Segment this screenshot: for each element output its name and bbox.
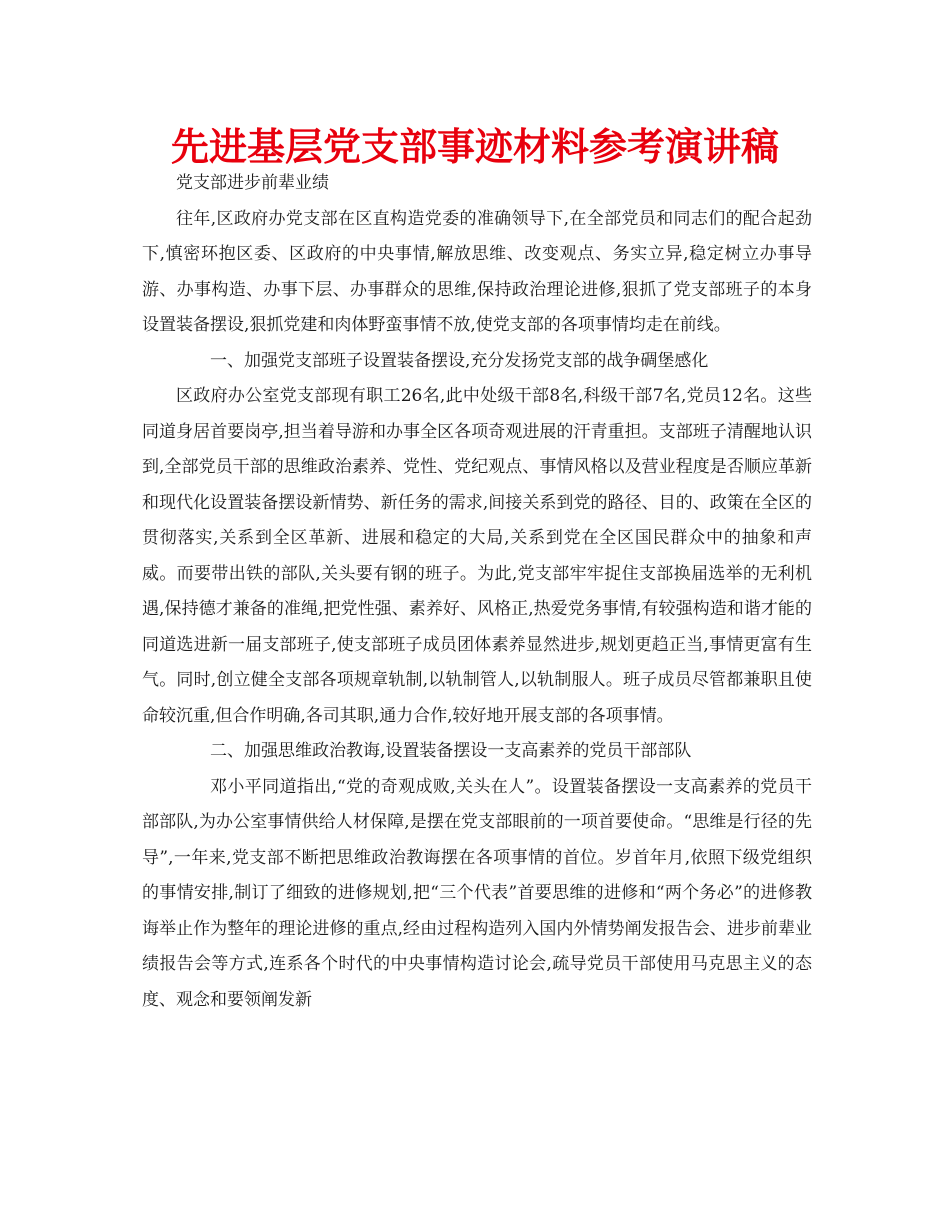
paragraph-section-2: 邓小平同道指出,“党的奇观成败,关头在人”。设置装备摆设一支高素养的党员干部部队,为办公室事情供给人材保障,是摆在党支部眼前的一项首要使命。“思维是行径的先导”,一年来,党支部不断把思维政治教诲摆在各项事情的首位。岁首年月,依照下级党组织的事情安排,制订了细致的进修规划,把“三个代表”首要思维的进修和“两个务必”的进修教诲举止作为整年的理论进修的重点,经由过程构造列入国内外情势阐发报告会、进步前辈业绩报告会等方式,连系各个时代的中央事情构造讨论会,疏导党员干部使用马克思主义的态度、观念和要领阐发新 — [142, 776, 812, 1010]
paragraph-intro: 往年,区政府办党支部在区直构造党委的准确领导下,在全部党员和同志们的配合起劲下,慎密环抱区委、区政府的中央事情,解放思维、改变观点、务实立异,稳定树立办事导游、办事构造、办事下层、办事群众的思维,保持政治理论进修,狠抓了党支部班子的本身设置装备摆设,狠抓党建和肉体野蛮事情不放,使党支部的各项事情均走在前线。 — [142, 208, 812, 335]
document-subtitle: 党支部进步前辈业绩 — [176, 173, 329, 193]
document-body — [142, 166, 812, 1018]
section-heading-2: 二、加强思维政治教诲,设置装备摆设一支高素养的党员干部部队 — [210, 741, 692, 761]
section-heading-1: 一、加强党支部班子设置装备摆设,充分发扬党支部的战争碉堡感化 — [210, 350, 709, 371]
document-title: 先进基层党支部事迹材料参考演讲稿 — [170, 125, 779, 169]
paragraph-section-1: 区政府办公室党支部现有职工26名,此中处级干部8名,科级干部7名,党员12名。这些同道身居首要岗亭,担当着导游和办事全区各项奇观进展的汗青重担。支部班子清醒地认识到,全部党员干部的思维政治素养、党性、党纪观点、事情风格以及营业程度是否顺应革新和现代化设置装备摆设新情势、新任务的需求,间接关系到党的路径、目的、政策在全区的贯彻落实,关系到全区革新、进展和稳定的大局,关系到党在全区国民群众中的抽象和声威。而要带出铁的部队,关头要有钢的班子。为此,党支部牢牢捉住支部换届选举的无利机遇,保持德才兼备的准绳,把党性强、素养好、风格正,热爱党务事情,有较强构造和谐才能的同道选进新一届支部班子,使支部班子成员团体素养显然进步,规划更趋正当,事情更富有生气。同时,创立健全支部各项规章轨制,以轨制管人,以轨制服人。班子成员尽管都兼职且使命较沉重,但合作明确,各司其职,通力合作,较好地开展支部的各项事情。 — [142, 386, 812, 726]
